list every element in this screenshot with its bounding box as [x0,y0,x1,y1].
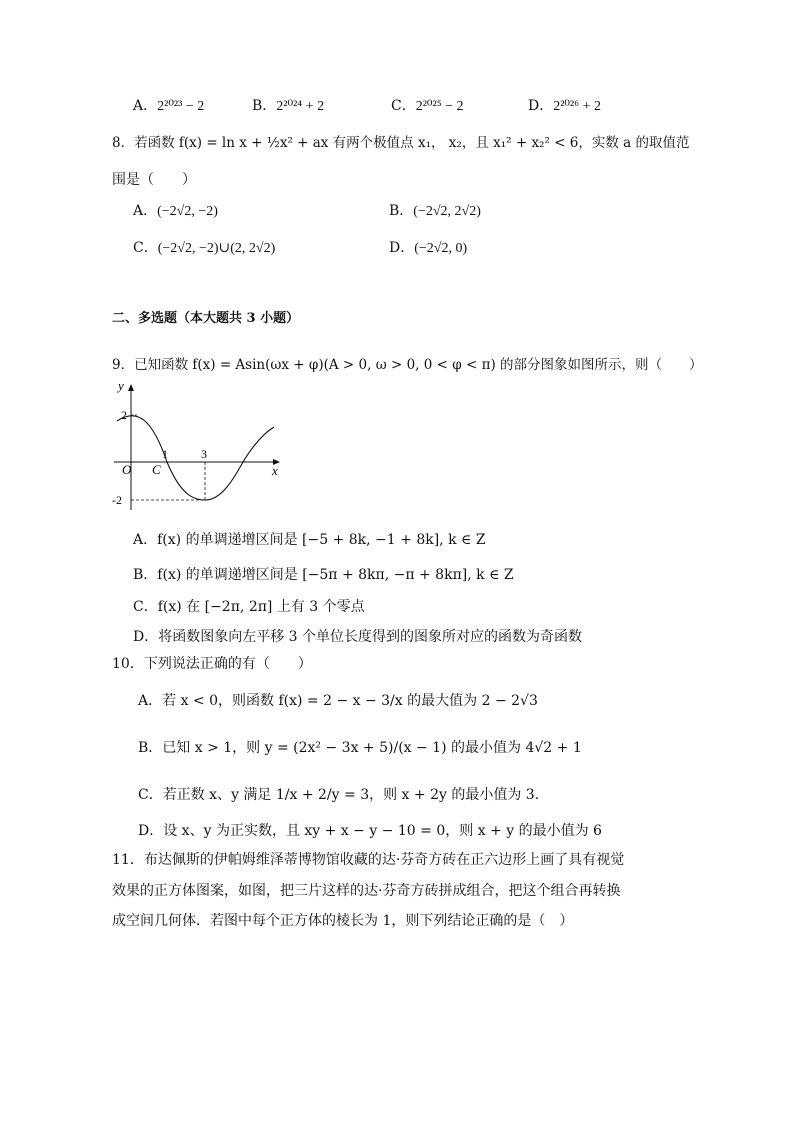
label-x: x [272,463,278,478]
y-axis-arrow [128,384,134,391]
q10-option-b: B．已知 x > 1，则 y = (2x² − 3x + 5)/(x − 1) 的最小值为 4√2 + 1 [138,740,582,756]
q7-option-a: A．2²⁰²³ − 2 [133,98,205,114]
q7-option-b: B．2²⁰²⁴ + 2 [252,98,325,114]
q7-option-d: D．2²⁰²⁶ + 2 [528,98,602,114]
q8-option-c: C．(−2√2, −2)∪(2, 2√2) [133,240,276,256]
label-two: 2 [121,408,127,422]
q11-line1: 11．布达佩斯的伊帕姆维泽蒂博物馆收藏的达·芬奇方砖在正六边形上画了具有视觉 [112,852,625,868]
label-neg-two: -2 [112,493,122,507]
q7-option-c: C．2²⁰²⁵ − 2 [391,98,464,114]
q9-function-graph [112,378,287,513]
q9-option-b: B．f(x) 的单调递增区间是 [−5π + 8kπ, −π + 8kπ], k ∈ Z [133,567,514,583]
q9-option-c: C．f(x) 在 [−2π, 2π] 上有 3 个零点 [133,599,365,615]
q9-stem: 9．已知函数 f(x) = Asin(ωx + φ)(A > 0, ω > 0, 0 < φ < π) 的部分图象如图所示，则（ ） [112,357,703,373]
sine-curve [117,416,274,500]
q8-option-a: A．(−2√2, −2) [133,203,218,219]
q10-option-a: A．若 x < 0，则函数 f(x) = 2 − x − 3/x 的最大值为 2 − 2√3 [138,693,538,709]
q8-option-d: D．(−2√2, 0) [389,240,468,256]
q9-option-a: A．f(x) 的单调递增区间是 [−5 + 8k, −1 + 8k], k ∈ Z [133,532,486,548]
q9-option-d: D．将函数图象向左平移 3 个单位长度得到的图象所对应的函数为奇函数 [133,629,583,645]
q11-line3: 成空间几何体．若图中每个正方体的棱长为 1，则下列结论正确的是（ ） [112,913,574,929]
q10-option-c: C．若正数 x、y 满足 1/x + 2/y = 3，则 x + 2y 的最小值为 3. [138,787,540,803]
label-c: C [152,462,161,477]
q8-stem-line2: 围是（ ） [112,172,196,188]
label-one: 1 [162,447,168,461]
q11-line2: 效果的正方体图案，如图，把三片这样的达·芬奇方砖拼成组合，把这个组合再转换 [112,883,621,899]
q8-stem-line1: 8．若函数 f(x) = ln x + ½x² + ax 有两个极值点 x₁， x₂，且 x₁² + x₂² < 6，实数 a 的取值范 [112,135,690,151]
label-y: y [118,378,124,393]
q8-option-b: B．(−2√2, 2√2) [389,203,481,219]
q10-option-d: D．设 x、y 为正实数，且 xy + x − y − 10 = 0，则 x + y 的最小值为 6 [138,823,602,839]
section-title: 二、多选题（本大题共 3 小题） [112,311,300,326]
q10-stem: 10．下列说法正确的有（ ） [112,656,312,672]
label-origin: O [122,462,132,477]
label-three: 3 [201,447,207,461]
